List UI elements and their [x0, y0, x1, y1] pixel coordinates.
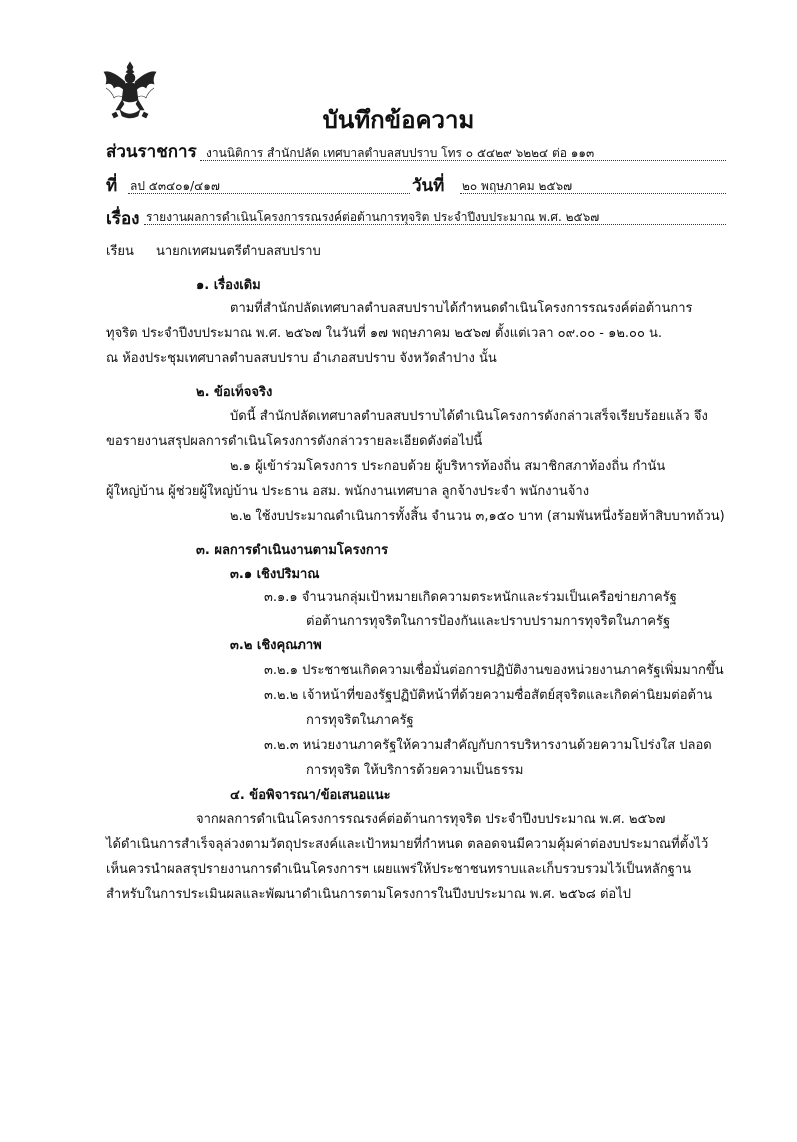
date-value: ๒๐ พฤษภาคม ๒๕๖๗	[462, 179, 573, 193]
subject-value: รายงานผลการดำเนินโครงการรณรงค์ต่อต้านการทุจริต ประจำปีงบประมาณ พ.ศ. ๒๕๖๗	[146, 210, 600, 224]
section-1-line-1: ตามที่สำนักปลัดเทศบาลตำบลสบปราบได้กำหนดดำเนินโครงการรณรงค์ต่อต้านการ	[230, 301, 693, 316]
section-4-line-1: จากผลการดำเนินโครงการรณรงค์ต่อต้านการทุจริต ประจำปีงบประมาณ พ.ศ. ๒๕๖๗	[196, 812, 666, 827]
section-1-heading: ๑. เรื่องเดิม	[196, 278, 261, 293]
section-2-1-line-2: ผู้ใหญ่บ้าน ผู้ช่วยผู้ใหญ่บ้าน ประธาน อสม. พนักงานเทศบาล ลูกจ้างประจำ พนักงานจ้าง	[106, 484, 590, 499]
section-3-2-2-line-2: การทุจริตในภาครัฐ	[306, 713, 414, 728]
section-3-2-3-line-2: การทุจริต ให้บริการด้วยความเป็นธรรม	[306, 763, 524, 778]
memo-title: บันทึกข้อความ	[322, 106, 475, 134]
section-3-2-1-line-1: ๓.๒.๑ ประชาชนเกิดความเชื่อมั่นต่อการปฏิบัติงานของหน่วยงานภาครัฐเพิ่มมากขึ้น	[264, 663, 724, 678]
section-3-2-heading: ๓.๒ เชิงคุณภาพ	[230, 638, 322, 653]
section-3-2-3-line-1: ๓.๒.๓ หน่วยงานภาครัฐให้ความสำคัญกับการบริหารงานด้วยความโปร่งใส ปลอด	[264, 738, 712, 753]
agency-value: งานนิติการ สำนักปลัด เทศบาลตำบลสบปราบ โทร ๐ ๕๔๒๙ ๖๒๒๔ ต่อ ๑๑๓	[206, 146, 595, 160]
section-1-line-3: ณ ห้องประชุมเทศบาลตำบลสบปราบ อำเภอสบปราบ จังหวัดลำปาง นั้น	[106, 351, 497, 366]
section-4-line-4: สำหรับในการประเมินผลและพัฒนาดำเนินการตามโครงการในปีงบประมาณ พ.ศ. ๒๕๖๘ ต่อไป	[106, 887, 631, 902]
section-2-line-2: ขอรายงานสรุปผลการดำเนินโครงการดังกล่าวรายละเอียดดังต่อไปนี้	[106, 434, 483, 449]
agency-label: ส่วนราชการ	[106, 142, 197, 162]
section-2-heading: ๒. ข้อเท็จจริง	[196, 385, 273, 400]
section-1-line-2: ทุจริต ประจำปีงบประมาณ พ.ศ. ๒๕๖๗ ในวันที่ ๑๗ พฤษภาคม ๒๕๖๗ ตั้งแต่เวลา ๐๙.๐๐ - ๑๒.๐๐ น.	[106, 326, 663, 341]
section-4-line-3: เห็นควรนำผลสรุปรายงานการดำเนินโครงการฯ เผยแพร่ให้ประชาชนทราบและเก็บรวบรวมไว้เป็นหลักฐาน	[106, 862, 692, 877]
section-3-2-2-line-1: ๓.๒.๒ เจ้าหน้าที่ของรัฐปฏิบัติหน้าที่ด้วยความซื่อสัตย์สุจริตและเกิดค่านิยมต่อต้าน	[264, 688, 713, 703]
ref-label: ที่	[106, 176, 118, 196]
section-3-heading: ๓. ผลการดำเนินงานตามโครงการ	[196, 543, 389, 558]
section-3-1-heading: ๓.๑ เชิงปริมาณ	[230, 567, 320, 582]
date-label: วันที่	[412, 176, 445, 196]
section-2-line-1: บัดนี้ สำนักปลัดเทศบาลตำบลสบปราบได้ดำเนินโครงการดังกล่าวเสร็จเรียบร้อยแล้ว จึง	[230, 409, 708, 424]
section-3-1-1-line-1: ๓.๑.๑ จำนวนกลุ่มเป้าหมายเกิดความตระหนักและร่วมเป็นเครือข่ายภาครัฐ	[264, 590, 677, 605]
section-4-heading: ๔. ข้อพิจารณา/ข้อเสนอแนะ	[230, 788, 391, 803]
section-4-line-2: ได้ดำเนินการสำเร็จลุล่วงตามวัตถุประสงค์และเป้าหมายที่กำหนด ตลอดจนมีความคุ้มค่าต่องบประมาณที่ตั้งไว้	[106, 837, 709, 852]
section-2-1-line-1: ๒.๑ ผู้เข้าร่วมโครงการ ประกอบด้วย ผู้บริหารท้องถิ่น สมาชิกสภาท้องถิ่น กำนัน	[230, 459, 666, 474]
subject-label: เรื่อง	[106, 209, 140, 229]
to-label: เรียน	[106, 244, 134, 259]
section-2-2-line-1: ๒.๒ ใช้งบประมาณดำเนินการทั้งสิ้น จำนวน ๓,๑๕๐ บาท (สามพันหนึ่งร้อยห้าสิบบาทถ้วน)	[230, 509, 725, 524]
ref-value: ลป ๕๓๔๐๑/๔๑๗	[130, 179, 220, 193]
to-value: นายกเทศมนตรีตำบลสบปราบ	[156, 244, 321, 259]
section-3-1-1-line-2: ต่อต้านการทุจริตในการป้องกันและปราบปรามการทุจริตในภาครัฐ	[306, 614, 671, 629]
